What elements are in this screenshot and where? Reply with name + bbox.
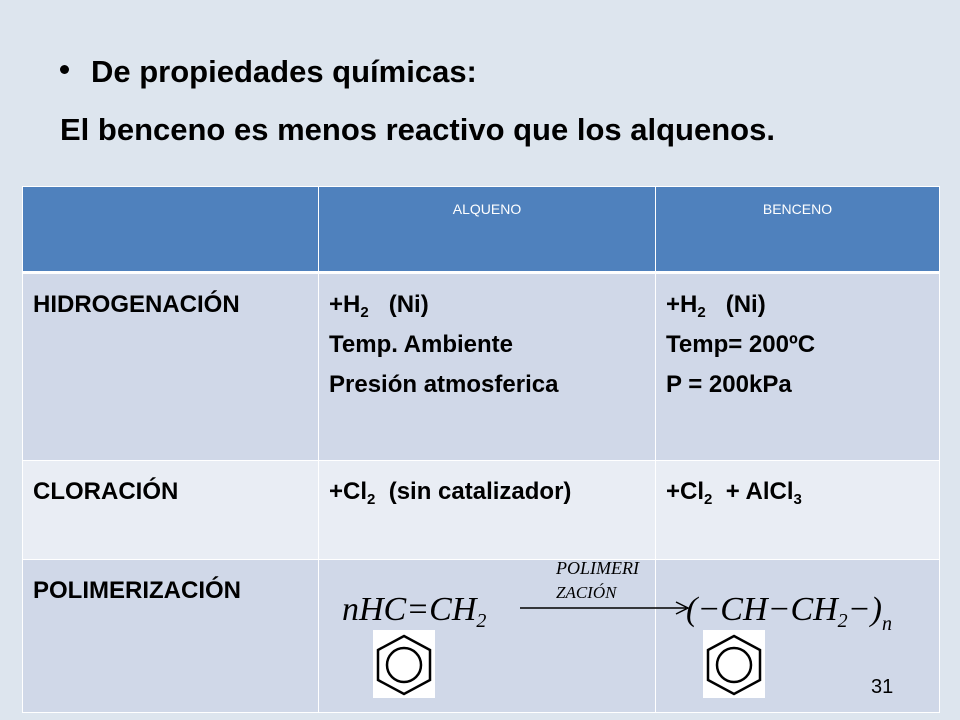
table-row-cloracion (23, 461, 940, 560)
table-row-hidrogenacion (23, 273, 940, 461)
page-number: 31 (871, 676, 894, 698)
bullet-text: De propiedades químicas: (91, 54, 477, 89)
bullet-dot (60, 65, 69, 74)
benzene-ring-icon (703, 630, 765, 698)
header-empty (23, 187, 319, 273)
bullet-heading (60, 52, 477, 92)
cell-line: $+H_2$ (Ni) (329, 291, 429, 321)
reactant-formula: $nHC=CH_2$ (342, 591, 487, 632)
row-label: HIDROGENACIÓN (23, 273, 319, 461)
table-header-row (23, 187, 940, 273)
cell-benceno-cloracion: $+Cl_2$ + AlCl$_3$ (656, 461, 940, 560)
row-label: CLORACIÓN (23, 461, 319, 560)
row-label: POLIMERIZACIÓN (23, 560, 319, 713)
cell-line: Temp. Ambiente (329, 331, 514, 358)
header-alqueno: ALQUENO (319, 187, 656, 273)
product-formula: $(-CH-CH_2-)_n$ (686, 591, 892, 635)
cell-line: P = 200kPa (666, 371, 792, 398)
slide-subtitle: El benceno es menos reactivo que los alquenos. (60, 112, 775, 147)
cell-alqueno-cloracion: $+Cl_2$ (sin catalizador) (319, 461, 656, 560)
cell-alqueno-hidrogenacion (319, 273, 656, 461)
polymerization-reaction (320, 550, 940, 700)
arrow-label-line2: ZACIÓN (556, 583, 617, 602)
header-benceno: BENCENO (656, 187, 940, 273)
cell-line: Temp= 200ºC (666, 331, 816, 358)
cell-line: $+H_2$ (Ni) (666, 291, 766, 321)
benzene-ring-icon (373, 630, 435, 698)
cell-line: Presión atmosferica (329, 371, 559, 398)
cell-benceno-hidrogenacion (656, 273, 940, 461)
arrow-label-line1: POLIMERI (556, 558, 639, 578)
